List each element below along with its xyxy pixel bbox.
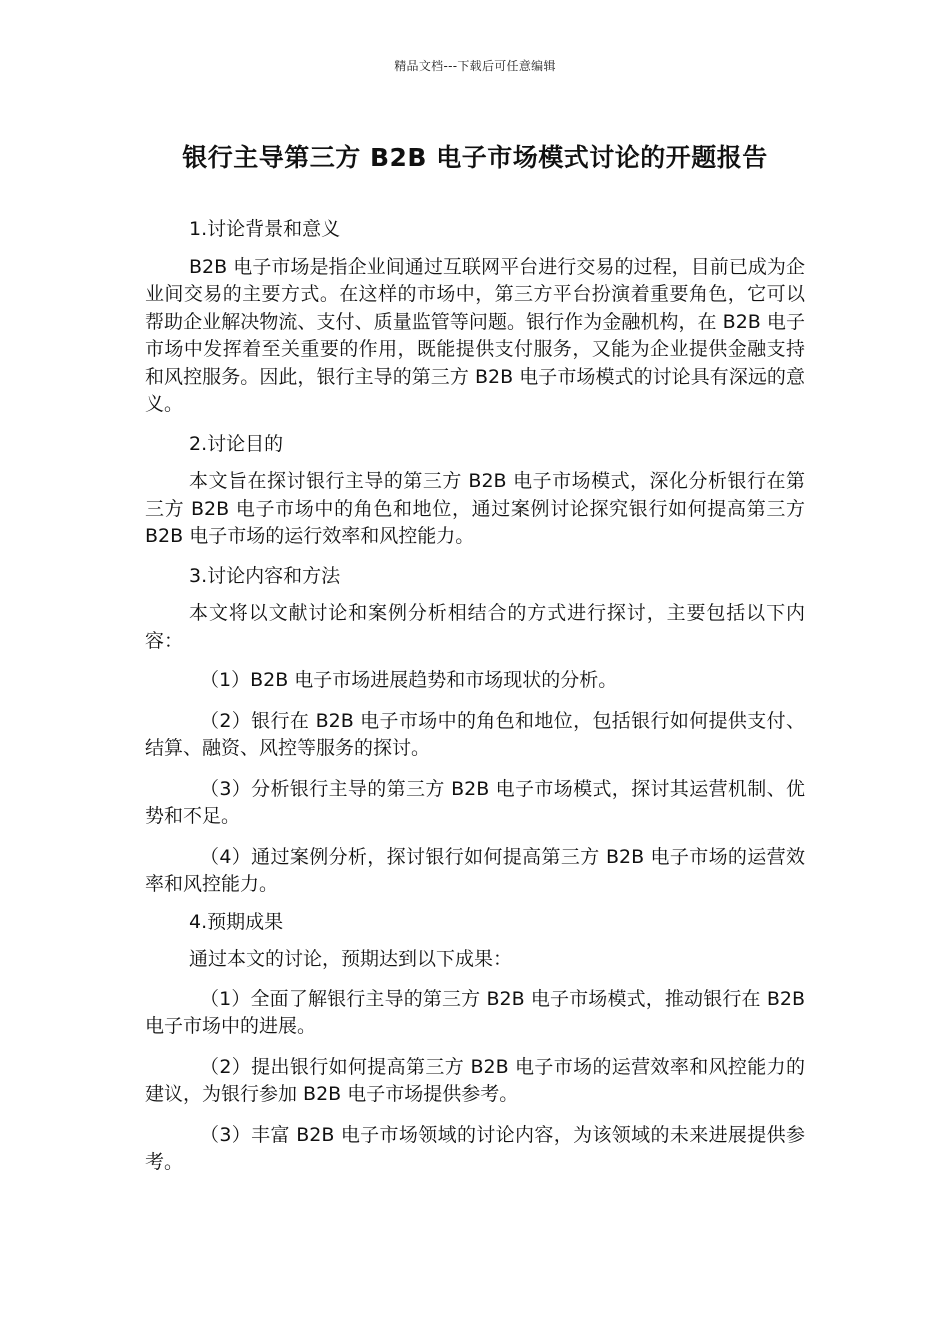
section-4-heading: 4.预期成果 [189,910,284,933]
section-4-intro: 通过本文的讨论，预期达到以下成果： [189,948,513,970]
section-3-intro: 本文将以文献讨论和案例分析相结合的方式进行探讨，主要包括以下内容： [145,602,805,652]
section-3-heading: 3.讨论内容和方法 [189,564,341,587]
section-1-paragraph: B2B 电子市场是指企业间通过互联网平台进行交易的过程，目前已成为企业间交易的主要方式。在这样的市场中，第三方平台扮演着重要角色，它可以帮助企业解决物流、支付、质量监管等问题。银行作为金融机构，在 B2B 电子市场中发挥着至关重要的作用，既能提供支付服务，又能为企业提供金融支持和风控服务。因此，银行主导的第三方 B2B 电子市场模式的讨论具有深远的意义。 [145,255,805,415]
section-2-paragraph: 本文旨在探讨银行主导的第三方 B2B 电子市场模式，深化分析银行在第三方 B2B 电子市场中的角色和地位，通过案例讨论探究银行如何提高第三方 B2B 电子市场的运行效率和风控能力。 [145,470,805,547]
section-4-item-1: （1）全面了解银行主导的第三方 B2B 电子市场模式，推动银行在 B2B 电子市场中的进展。 [145,987,805,1037]
section-3-item-2: （2）银行在 B2B 电子市场中的角色和地位，包括银行如何提供支付、结算、融资、风控等服务的探讨。 [145,709,805,759]
section-4-item-3: （3）丰富 B2B 电子市场领域的讨论内容，为该领域的未来进展提供参考。 [145,1123,805,1173]
section-3-item-4: （4）通过案例分析，探讨银行如何提高第三方 B2B 电子市场的运营效率和风控能力。 [145,845,805,895]
section-3-item-3: （3）分析银行主导的第三方 B2B 电子市场模式，探讨其运营机制、优势和不足。 [145,777,805,827]
document-body [145,214,805,1190]
header-note: 精品文档---下载后可任意编辑 [394,59,556,73]
section-3-item-1: （1）B2B 电子市场进展趋势和市场现状的分析。 [200,669,618,691]
section-1-heading: 1.讨论背景和意义 [189,218,341,240]
document-title: 银行主导第三方 B2B 电子市场模式讨论的开题报告 [182,143,768,172]
section-2-heading: 2.讨论目的 [189,432,284,455]
section-4-item-2: （2）提出银行如何提高第三方 B2B 电子市场的运营效率和风控能力的建议，为银行参加 B2B 电子市场提供参考。 [145,1055,805,1105]
